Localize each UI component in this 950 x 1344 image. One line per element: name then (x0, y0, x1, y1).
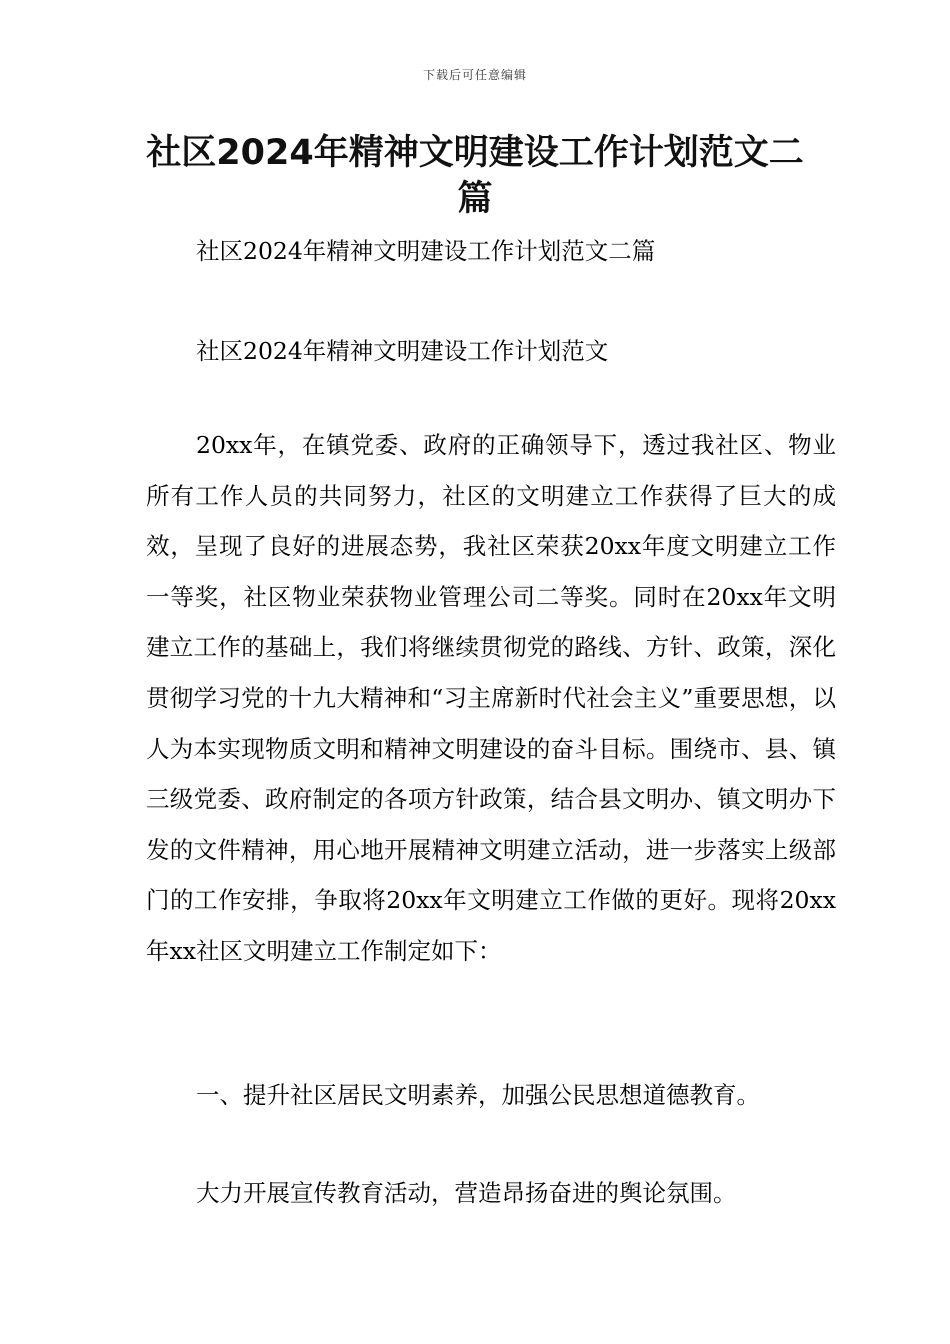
document-title: 社区2024年精神文明建设工作计划范文二篇 (146, 133, 804, 219)
section-heading-1: 一、提升社区居民文明素养，加强公民思想道德教育。 (196, 1081, 760, 1109)
subtitle-paragraph: 社区2024年精神文明建设工作计划范文二篇 (196, 237, 656, 265)
section-1-paragraph: 大力开展宣传教育活动，营造昂扬奋进的舆论氛围。 (196, 1179, 737, 1207)
plan-heading-paragraph: 社区2024年精神文明建设工作计划范文 (196, 337, 609, 365)
header-note: 下载后可任意编辑 (422, 68, 527, 82)
main-paragraph: 20xx年，在镇党委、政府的正确领导下，透过我社区、物业所有工作人员的共同努力，社区的文明建立工作获得了巨大的成效，呈现了良好的进展态势，我社区荣获20xx年度文明建立工作一等奖，社区物业荣获物业管理公司二等奖。同时在20xx年文明建立工作的基础上，我们将继续贯彻党的路线、方针、政策，深化贯彻学习党的十九大精神和“习主席新时代社会主义”重要思想，以人为本实现物质文明和精神文明建设的奋斗目标。围绕市、县、镇三级党委、政府制定的各项方针政策，结合县文明办、镇文明办下发的文件精神，用心地开展精神文明建立活动，进一步落实上级部门的工作安排，争取将20xx年文明建立工作做的更好。现将20xx年xx社区文明建立工作制定如下： (146, 431, 836, 965)
